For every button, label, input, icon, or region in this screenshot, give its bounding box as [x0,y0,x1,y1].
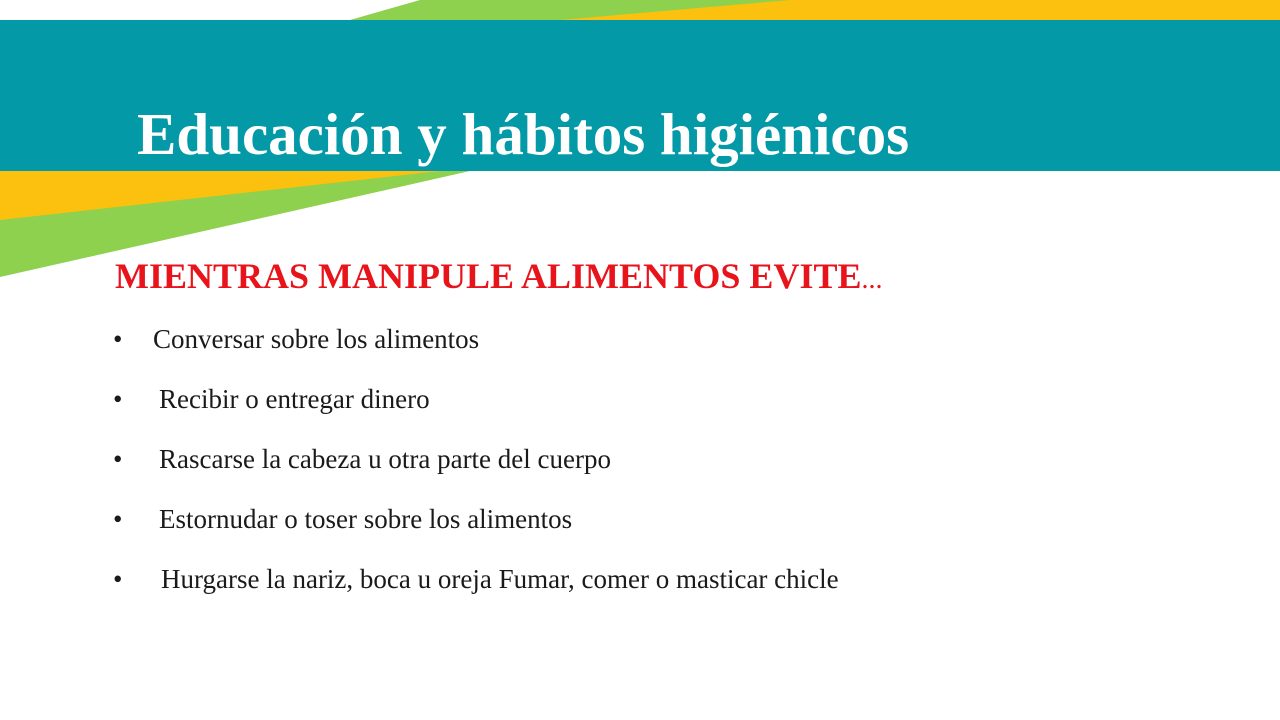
bullet-icon: • [113,324,123,354]
list-item-text: Rascarse la cabeza u otra parte del cuerpo [159,444,611,474]
list-item-text: Conversar sobre los alimentos [153,324,480,354]
section-heading-text: MIENTRAS MANIPULE ALIMENTOS EVITE [115,256,862,296]
bullet-icon: • [113,384,123,414]
list-item-text: Recibir o entregar dinero [159,384,430,414]
bullet-icon: • [113,564,123,594]
section-heading-ellipsis: ... [861,264,883,295]
bullet-icon: • [113,444,123,474]
section-heading [115,252,882,304]
list-item-text: Estornudar o toser sobre los alimentos [159,504,573,534]
slide-title: Educación y hábitos higiénicos [137,101,910,167]
list-item-text: Hurgarse la nariz, boca u oreja Fumar, comer o masticar chicle [161,564,839,594]
bullet-icon: • [113,504,123,534]
